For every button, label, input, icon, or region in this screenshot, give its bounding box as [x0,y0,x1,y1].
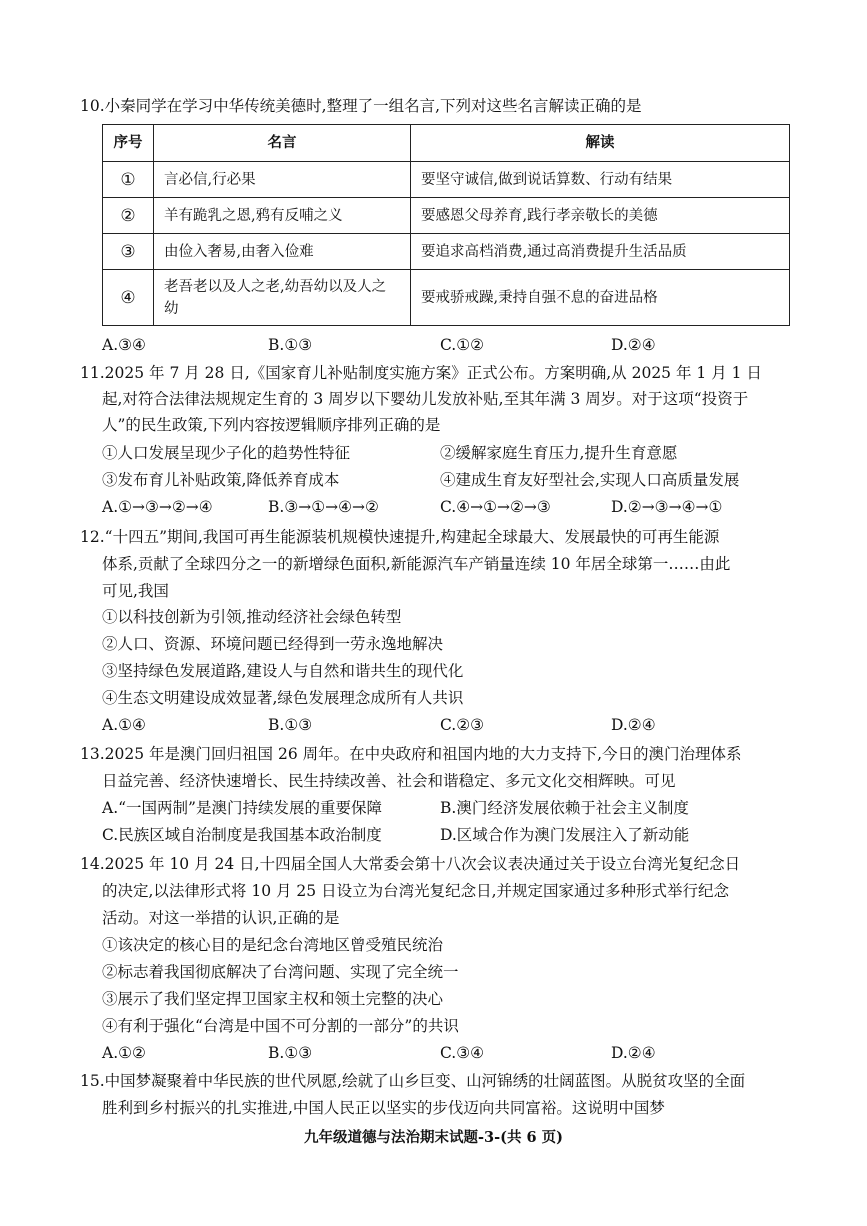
q11-item-3: ③发布育儿补贴政策,降低养育成本 [102,471,340,489]
row-interpretation: 要感恩父母养育,践行孝亲敬长的美德 [411,198,790,234]
q14-option-d[interactable]: D.②④ [611,1044,656,1062]
table-header-motto: 名言 [154,125,411,162]
table-row [103,162,790,198]
row-number: ① [103,162,154,198]
row-motto: 言必信,行必果 [154,162,411,198]
q12-stem-line-1: 12.“十四五”期间,我国可再生能源装机规模快速提升,构建起全球最大、发展最快的可再生能源 [80,528,720,546]
table-row [103,198,790,234]
row-number: ③ [103,234,154,270]
page-footer: 九年级道德与法治期末试题-3-(共 6 页) [303,1129,564,1146]
q15-stem-line-2: 胜利到乡村振兴的扎实推进,中国人民正以坚实的步伐迈向共同富裕。这说明中国梦 [102,1099,665,1117]
q14-item-1: ①该决定的核心目的是纪念台湾地区曾受殖民统治 [102,936,444,954]
q14-item-4: ④有利于强化“台湾是中国不可分割的一部分”的共识 [102,1017,459,1035]
table-header-interpretation: 解读 [411,125,790,162]
q12-item-4: ④生态文明建设成效显著,绿色发展理念成所有人共识 [102,689,464,707]
q13-option-a[interactable]: A.“一国两制”是澳门持续发展的重要保障 [102,799,382,817]
q14-option-c[interactable]: C.③④ [440,1044,485,1062]
q12-option-a[interactable]: A.①④ [102,716,146,734]
q11-item-1: ①人口发展呈现少子化的趋势性特征 [102,444,351,462]
q12-item-1: ①以科技创新为引领,推动经济社会绿色转型 [102,608,402,626]
row-number: ② [103,198,154,234]
q10-stem: 10.小秦同学在学习中华传统美德时,整理了一组名言,下列对这些名言解读正确的是 [80,97,642,115]
q10-option-b[interactable]: B.①③ [268,336,313,354]
q12-item-3: ③坚持绿色发展道路,建设人与自然和谐共生的现代化 [102,662,464,680]
row-interpretation: 要戒骄戒躁,秉持自强不息的奋进品格 [411,270,790,326]
table-row [103,270,790,326]
q13-option-b[interactable]: B.澳门经济发展依赖于社会主义制度 [440,799,689,817]
q12-option-c[interactable]: C.②③ [440,716,485,734]
q11-item-4: ④建成生育友好型社会,实现人口高质量发展 [440,471,740,489]
q13-stem-line-2: 日益完善、经济快速增长、民生持续改善、社会和谐稳定、多元文化交相辉映。可见 [102,772,676,790]
q14-option-b[interactable]: B.①③ [268,1044,313,1062]
row-motto: 由俭入奢易,由奢入俭难 [154,234,411,270]
q11-option-c[interactable]: C.④→①→②→③ [440,498,551,516]
q12-stem-line-3: 可见,我国 [102,582,169,600]
row-interpretation: 要坚守诚信,做到说话算数、行动有结果 [411,162,790,198]
q10-option-d[interactable]: D.②④ [611,336,656,354]
q11-stem-line-1: 11.2025 年 7 月 28 日,《国家育儿补贴制度实施方案》正式公布。方案明确,从 2025 年 1 月 1 日 [80,364,762,382]
row-motto: 羊有跪乳之恩,鸦有反哺之义 [154,198,411,234]
q12-option-b[interactable]: B.①③ [268,716,313,734]
q12-option-d[interactable]: D.②④ [611,716,656,734]
q14-item-2: ②标志着我国彻底解决了台湾问题、实现了完全统一 [102,963,459,981]
row-motto: 老吾老以及人之老,幼吾幼以及人之幼 [154,270,411,326]
q12-stem-line-2: 体系,贡献了全球四分之一的新增绿色面积,新能源汽车产销量连续 10 年居全球第一……由此 [102,555,731,573]
table-row [103,234,790,270]
q13-option-c[interactable]: C.民族区域自治制度是我国基本政治制度 [102,826,382,844]
q11-stem-line-2: 起,对符合法律法规规定生育的 3 周岁以下婴幼儿发放补贴,至其年满 3 周岁。对于这项“投资于 [102,390,749,408]
q13-option-d[interactable]: D.区域合作为澳门发展注入了新动能 [440,826,690,844]
q15-stem-line-1: 15.中国梦凝聚着中华民族的世代夙愿,绘就了山乡巨变、山河锦绣的壮阔蓝图。从脱贫攻坚的全面 [80,1072,746,1090]
q12-item-2: ②人口、资源、环境问题已经得到一劳永逸地解决 [102,635,444,653]
q10-motto-table [102,124,790,326]
q11-option-d[interactable]: D.②→③→④→① [611,498,723,516]
row-interpretation: 要追求高档消费,通过高消费提升生活品质 [411,234,790,270]
q13-stem-line-1: 13.2025 年是澳门回归祖国 26 周年。在中央政府和祖国内地的大力支持下,今日的澳门治理体系 [80,745,742,763]
q10-option-a[interactable]: A.③④ [102,336,146,354]
q11-item-2: ②缓解家庭生育压力,提升生育意愿 [440,444,678,462]
q14-stem-line-3: 活动。对这一举措的认识,正确的是 [102,909,340,927]
q10-option-c[interactable]: C.①② [440,336,485,354]
q11-option-a[interactable]: A.①→③→②→④ [102,498,213,516]
q14-option-a[interactable]: A.①② [102,1044,146,1062]
table-header-number: 序号 [103,125,154,162]
q11-option-b[interactable]: B.③→①→④→② [268,498,379,516]
row-number: ④ [103,270,154,326]
q14-stem-line-2: 的决定,以法律形式将 10 月 25 日设立为台湾光复纪念日,并规定国家通过多种形式举行纪念 [102,882,730,900]
q11-stem-line-3: 人”的民生政策,下列内容按逻辑顺序排列正确的是 [102,416,441,434]
q14-stem-line-1: 14.2025 年 10 月 24 日,十四届全国人大常委会第十八次会议表决通过关于设立台湾光复纪念日 [80,855,741,873]
q14-item-3: ③展示了我们坚定捍卫国家主权和领土完整的决心 [102,990,444,1008]
